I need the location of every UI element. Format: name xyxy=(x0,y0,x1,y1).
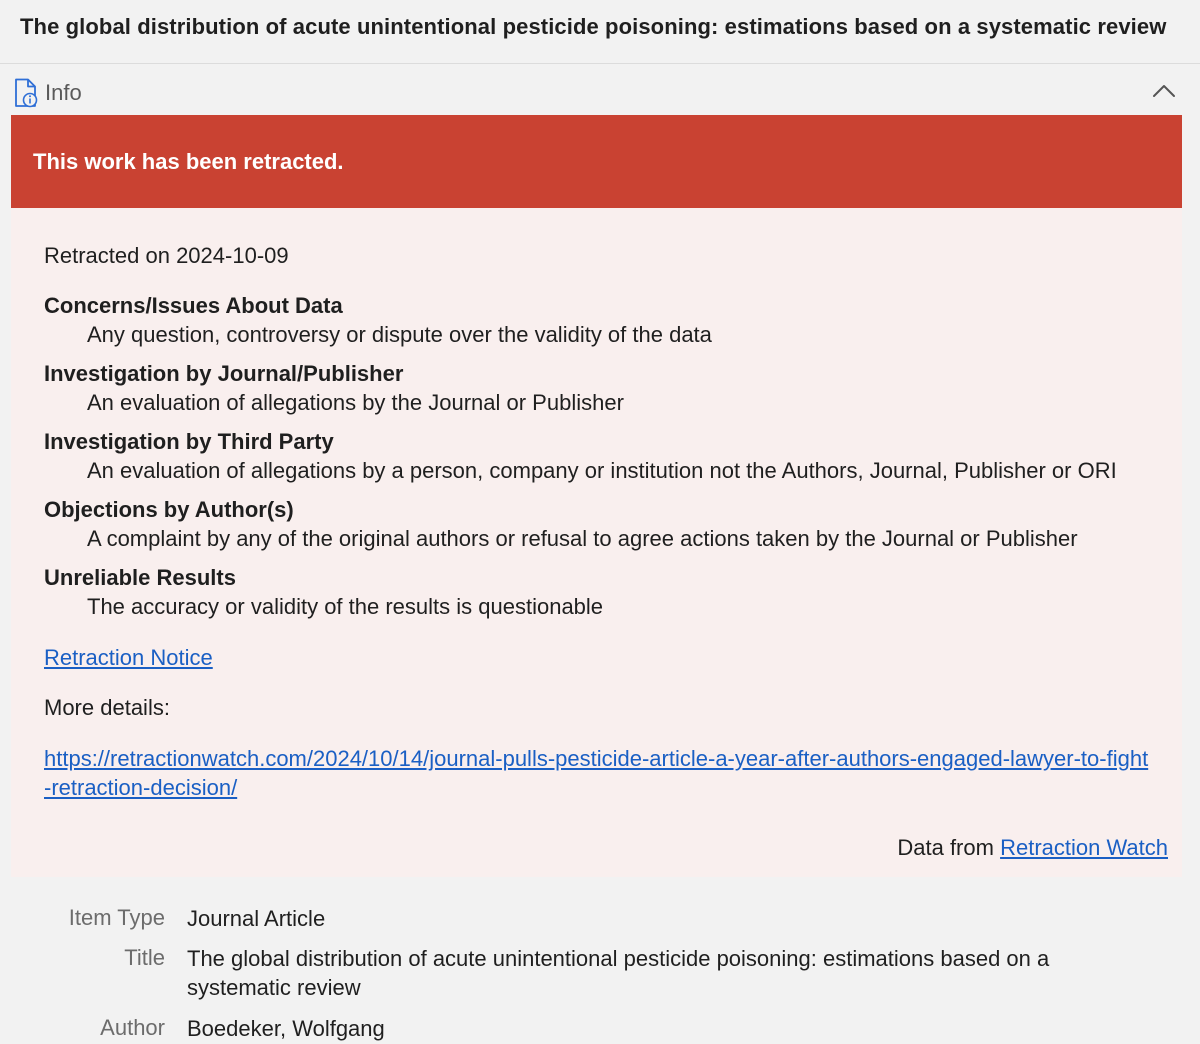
item-type-label: Item Type xyxy=(68,905,165,930)
more-details-label: More details: xyxy=(44,695,170,720)
retraction-panel xyxy=(11,115,1182,877)
reason-description: A complaint by any of the original authors or refusal to agree actions taken by the Journal or Publisher xyxy=(87,526,1078,551)
reason-title: Investigation by Journal/Publisher xyxy=(44,361,404,386)
author-name-separator: , xyxy=(279,1016,287,1041)
item-type-value[interactable]: Journal Article xyxy=(187,906,326,931)
reason-title: Concerns/Issues About Data xyxy=(44,293,343,318)
retraction-watch-article-link[interactable]: https://retractionwatch.com/2024/10/14/journal-pulls-pesticide-article-a-year-after-authors-engaged-lawyer-to-fight-retraction-decision/ xyxy=(44,746,1149,800)
data-source-line xyxy=(897,835,1168,861)
retraction-watch-link[interactable]: Retraction Watch xyxy=(1000,835,1168,860)
author-label: Author xyxy=(100,1015,165,1040)
reason-title: Unreliable Results xyxy=(44,565,236,590)
info-section-header[interactable] xyxy=(0,65,1200,115)
retraction-banner-text: This work has been retracted. xyxy=(33,149,344,174)
chevron-up-icon[interactable] xyxy=(1150,79,1178,101)
item-title: The global distribution of acute unintentional pesticide poisoning: estimations based on a systematic review xyxy=(20,14,1167,39)
reason-description: The accuracy or validity of the results is questionable xyxy=(87,594,604,619)
author-value[interactable] xyxy=(187,1014,1117,1043)
title-value[interactable]: The global distribution of acute unintentional pesticide poisoning: estimations based on a systematic review xyxy=(187,946,1050,1000)
reason-title: Investigation by Third Party xyxy=(44,429,334,454)
retraction-banner xyxy=(11,115,1182,208)
retracted-date: Retracted on 2024-10-09 xyxy=(44,243,289,268)
author-first-name[interactable]: Wolfgang xyxy=(292,1016,385,1041)
reason-description: An evaluation of allegations by the Journal or Publisher xyxy=(87,390,624,415)
data-source-prefix: Data from xyxy=(897,835,994,860)
reason-description: Any question, controversy or dispute over the validity of the data xyxy=(87,322,712,347)
author-last-name[interactable]: Boedeker xyxy=(187,1016,280,1041)
reason-description: An evaluation of allegations by a person, company or institution not the Authors, Journal, Publisher or ORI xyxy=(87,458,1117,483)
title-label: Title xyxy=(124,945,165,970)
info-section-label: Info xyxy=(45,80,82,105)
item-title-bar xyxy=(0,0,1200,64)
retraction-notice-link[interactable]: Retraction Notice xyxy=(44,645,213,670)
document-info-icon xyxy=(13,78,39,108)
reason-title: Objections by Author(s) xyxy=(44,497,294,522)
